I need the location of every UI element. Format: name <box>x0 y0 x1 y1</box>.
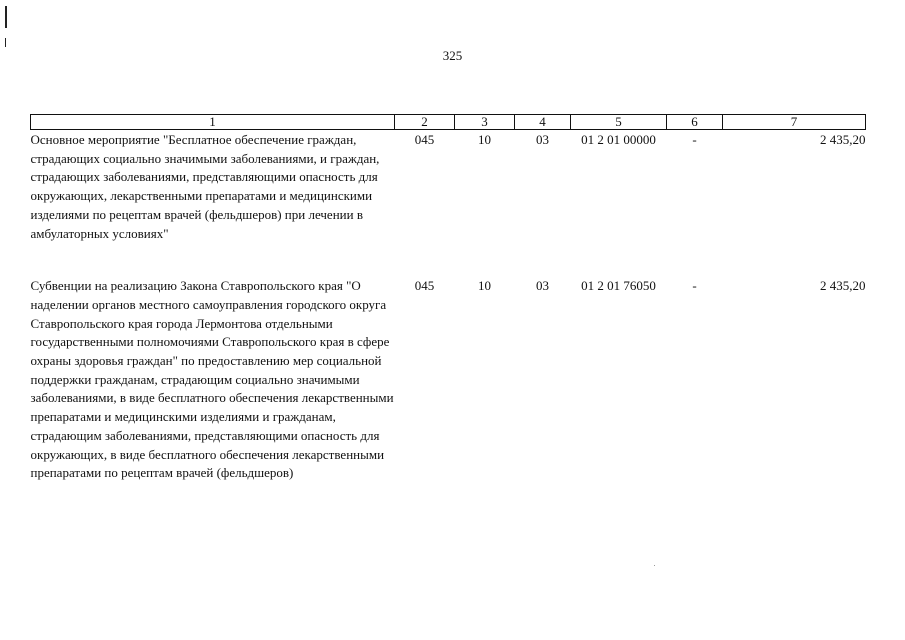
table-row <box>31 130 866 278</box>
page-number: 325 <box>442 48 463 63</box>
target-article-code: 01 2 01 76050 <box>581 278 656 294</box>
margin-mark-top <box>5 6 7 28</box>
column-header-3: 3 <box>455 115 515 130</box>
column-header-1: 1 <box>31 115 395 130</box>
amount-value: 2 435,20 <box>820 132 866 147</box>
subsection-code: 03 <box>536 278 549 294</box>
column-header-5: 5 <box>571 115 667 130</box>
section-code: 10 <box>478 278 491 294</box>
column-header-4: 4 <box>515 115 571 130</box>
column-header-2: 2 <box>395 115 455 130</box>
amount-value: 2 435,20 <box>820 278 866 294</box>
expense-type-code: - <box>692 132 697 147</box>
row-description: Основное мероприятие "Бесплатное обеспечение граждан, страдающих социально значимыми заболеваниями, и граждан, страдающих заболеваниями, представляющими опасность для окружающих, лекарственными препаратами и медицинскими изделиями по рецептам врачей (фельдшеров) при лечении в амбулаторных условиях" <box>30 132 380 241</box>
expense-type-code: - <box>692 278 697 294</box>
table-row <box>31 277 866 483</box>
target-article-code: 01 2 01 00000 <box>581 132 656 147</box>
section-code: 10 <box>478 132 491 147</box>
ministry-code: 045 <box>414 278 435 294</box>
margin-mark-middle <box>5 38 6 47</box>
column-header-7: 7 <box>723 115 866 130</box>
subsection-code: 03 <box>536 132 549 147</box>
row-description: Субвенции на реализацию Закона Ставропольского края "О наделении органов местного самоуправления городского округа Ставропольского края города Лермонтова отдельными государственными полномочиями Ставропольского края в сфере охраны здоровья граждан" по предоставлению мер социальной поддержки гражданам, страдающим социально значимыми заболеваниями, в виде бесплатного обеспечения лекарственными препаратами и медицинскими изделиями и гражданам, страдающим заболеваниями, представляющими опасность для окружающих, в виде бесплатного обеспечения лекарственными препаратами по рецептам врачей (фельдшеров) <box>30 278 394 481</box>
column-number-header-row <box>31 115 866 130</box>
ministry-code: 045 <box>414 132 435 147</box>
column-header-6: 6 <box>667 115 723 130</box>
scan-speck <box>654 565 655 566</box>
budget-table <box>30 114 866 483</box>
